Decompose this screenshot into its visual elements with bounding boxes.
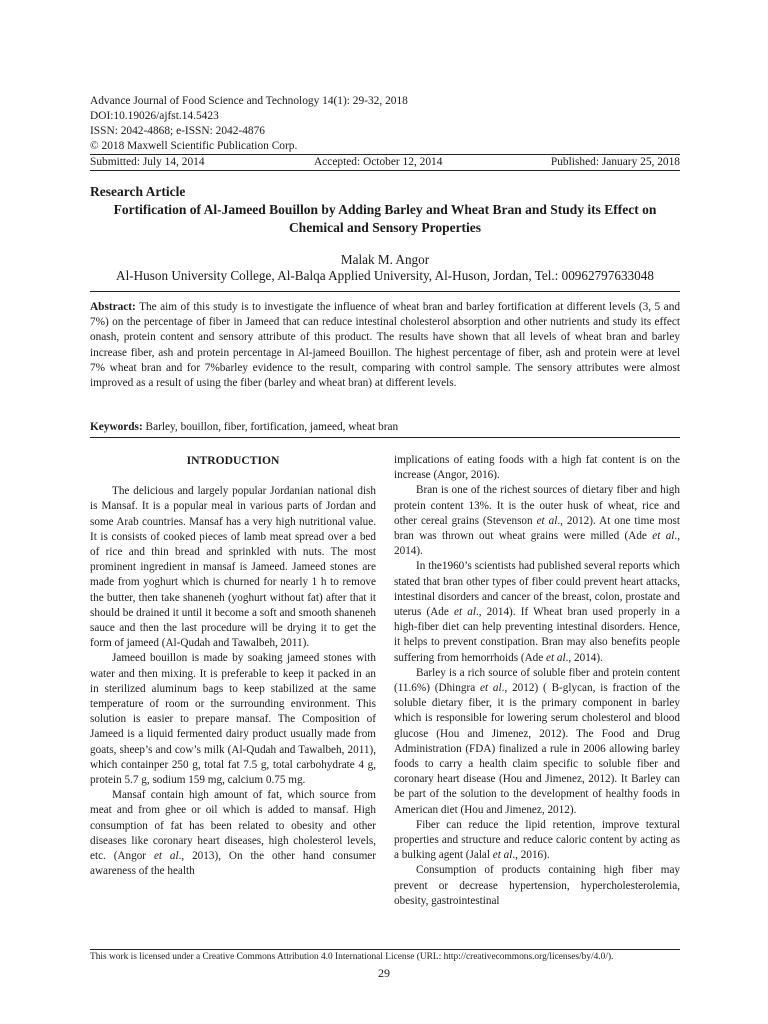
- journal-citation: Advance Journal of Food Science and Technology 14(1): 29-32, 2018: [90, 95, 408, 107]
- right-column: [394, 453, 680, 909]
- submitted-date: Submitted: July 14, 2014: [90, 156, 205, 168]
- paragraph: Barley is a rich source of soluble fiber and protein content (11.6%) (Dhingra et al., 2012) ( B-glycan, is fraction of the soluble dietary fiber, it is the primary component in barley which is responsible for lowering serum cholesterol and blood glucose (Hou and Jimenez, 2012). The Food and Drug Administration (FDA) finalized a rule in 2006 allowing barley foods to carry a health claim specific to soluble fiber and coronary heart disease (Hou and Jimenez, 2012). It Barley can be part of the solution to the development of healthy foods in American diet (Hou and Jimenez, 2012).: [394, 666, 680, 816]
- author-affiliation: Al-Huson University College, Al-Balqa Applied University, Al-Huson, Jordan, Tel.: 00962797633048: [116, 268, 654, 283]
- paragraph: Jameed bouillon is made by soaking jameed stones with water and then mixing. It is preferable to keep it packed in an in sterilized aluminum bags to keep stabilized at the same temperature of room or the surrounding environment. This solution is easier to prepare mansaf. The Composition of Jameed is a liquid fermented dairy product usually made from goats, sheep’s and cow’s milk (Al-Qudah and Tawalbeh, 2011), which containper 250 g, total fat 7.5 g, total carbohydrate 4 g, protein 5.7 g, sodium 159 mg, calcium 0.75 mg.: [90, 652, 376, 787]
- section-heading: INTRODUCTION: [186, 454, 280, 467]
- keywords-divider: [90, 437, 680, 438]
- abstract-text: The aim of this study is to investigate the influence of wheat bran and barley fortification at different levels (3, 5 and 7%) on the percentage of fiber in Jameed that can reduce intestinal cholesterol absorption and other nutrients and study its effect onash, protein content and sensory attribute of this product. The results have shown that all levels of wheat bran and barley increase fiber, ash and protein percentage in Al-jameed Bouillon. The highest percentage of fiber, ash and protein were at level 7% wheat bran and for 7%barley evidence to the result, comparing with control sample. The sensory attributes were almost improved as a result of using the fiber (barley and wheat bran) at different levels.: [90, 301, 680, 390]
- header-divider: [90, 170, 680, 171]
- paragraph: Fiber can reduce the lipid retention, improve textural properties and structure and reduce caloric content by acting as a bulking agent (Jalal et al., 2016).: [394, 818, 680, 862]
- left-column: [90, 453, 376, 879]
- keywords: [90, 421, 680, 433]
- paragraph: In the1960’s scientists had published several reports which stated that bran other types of fiber could prevent heart attacks, intestinal disorders and cancer of the breast, colon, prostate and uterus (Ade et al., 2014). If Wheat bran used properly in a high-fiber diet can help preventing intestinal disorders. Hence, it helps to prevent constipation. Bran may also benefits people suffering from hemorrhoids (Ade et al., 2014).: [394, 560, 680, 664]
- keywords-text: Barley, bouillon, fiber, fortification, jameed, wheat bran: [145, 421, 399, 433]
- abstract: [90, 300, 680, 391]
- footer-divider: [90, 949, 680, 950]
- publication-dates: [90, 154, 680, 171]
- paragraph: Bran is one of the richest sources of dietary fiber and high protein content 13%. It is the outer husk of wheat, rice and other cereal grains (Stevenson et al., 2012). At one time most bran was thrown out wheat grains were milled (Ade et al., 2014).: [394, 484, 681, 558]
- issn: ISSN: 2042-4868; e-ISSN: 2042-4876: [90, 125, 265, 137]
- accepted-date: Accepted: October 12, 2014: [314, 156, 443, 168]
- abstract-label: Abstract:: [90, 301, 136, 313]
- page-number: 29: [378, 966, 390, 980]
- article-type: Research Article: [90, 184, 186, 199]
- paragraph: Consumption of products containing high fiber may prevent or decrease hypertension, hypercholesterolemia, obesity, gastrointestinal: [394, 864, 680, 907]
- keywords-label: Keywords:: [90, 421, 143, 433]
- copyright: © 2018 Maxwell Scientific Publication Corp.: [90, 140, 298, 152]
- paragraph: The delicious and largely popular Jordanian national dish is Mansaf. It is a popular meal in various parts of Jordan and some Arab countries. Mansaf has a very high nutritional value. It is consists of cooked pieces of lamb meat spread over a bed of rice and thin bread and sprinkled with nuts. The most prominent ingredient in mansaf is Jameed. Jameed stones are made from yoghurt which is churned for nearly 1 h to remove the butter, then take shaneneh (yoghurt without fat) after that it should be drained it until it become a soft and smooth shaneneh sauce and then the last procedure will be drying it to get the form of jameed (Al-Qudah and Tawalbeh, 2011).: [90, 485, 376, 650]
- author-name: Malak M. Angor: [340, 252, 430, 267]
- license-note[interactable]: This work is licensed under a Creative Commons Attribution 4.0 International License (URL: http://creativecommons.org/licenses/by/4.0/).: [90, 952, 614, 962]
- paragraph: Mansaf contain high amount of fat, which source from meat and from ghee or oil which is added to mansaf. High consumption of fat has been related to obesity and other diseases like coronary heart diseases, high cholesterol levels, etc. (Angor et al., 2013), On the other hand consumer awareness of the health: [90, 789, 377, 878]
- abstract-divider-top: [90, 291, 680, 292]
- journal-header: [90, 94, 680, 154]
- article-title: Fortification of Al-Jameed Bouillon by Adding Barley and Wheat Bran and Study its Effect on Chemical and Sensory Properties: [113, 202, 657, 235]
- paragraph: implications of eating foods with a high fat content is on the increase (Angor, 2016).: [394, 454, 680, 482]
- doi[interactable]: DOI:10.19026/ajfst.14.5423: [90, 110, 219, 122]
- published-date: Published: January 25, 2018: [550, 156, 680, 168]
